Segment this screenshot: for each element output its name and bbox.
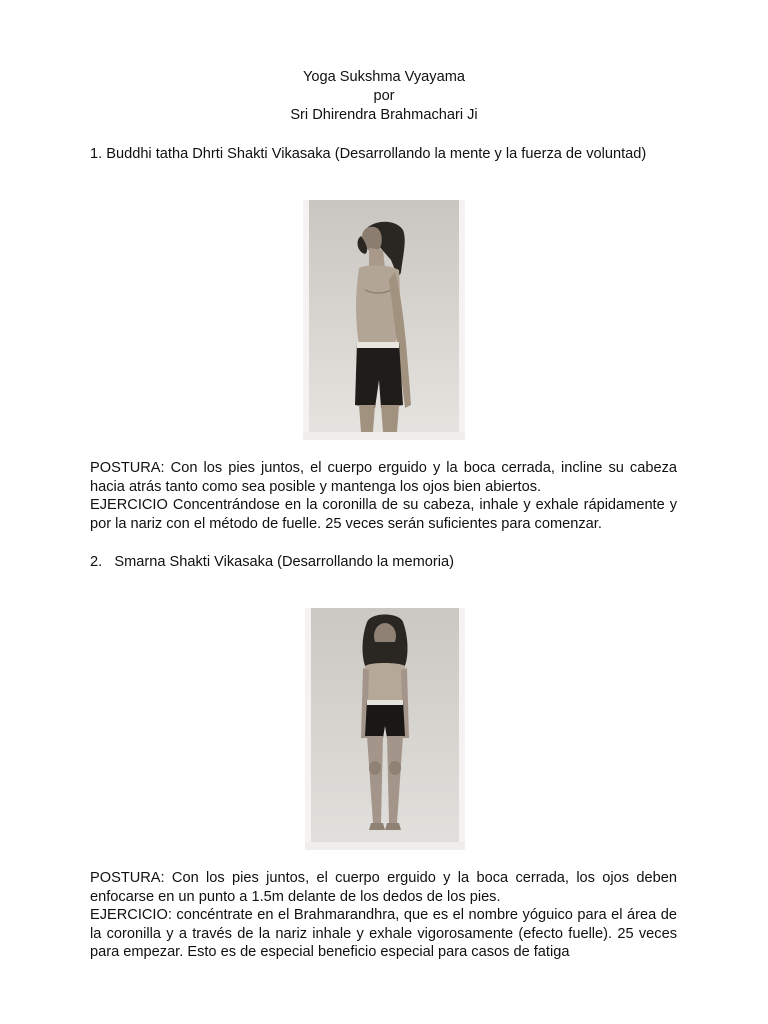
title-line-2: por xyxy=(373,88,395,104)
section-2-number: 2. xyxy=(90,554,103,570)
title-line-3: Sri Dhirendra Brahmachari Ji xyxy=(290,107,478,123)
section-2-heading xyxy=(90,553,454,572)
section-1-postura: POSTURA: Con los pies juntos, el cuerpo erguido y la boca cerrada, incline su cabeza hacia atrás tanto como sea posible y mantenga los ojos bien abiertos. xyxy=(90,460,677,495)
title-line-1: Yoga Sukshma Vyayama xyxy=(303,69,465,85)
section-2-photo xyxy=(305,608,465,850)
section-2-text xyxy=(90,869,677,962)
section-1-number: 1. xyxy=(90,146,103,162)
section-1-title: Buddhi tatha Dhrti Shakti Vikasaka (Desarrollando la mente y la fuerza de voluntad) xyxy=(106,146,647,162)
section-2-postura: POSTURA: Con los pies juntos, el cuerpo erguido y la boca cerrada, los ojos deben enfocarse en un punto a 1.5m delante de los dedos de los pies. xyxy=(90,870,677,905)
section-1-photo xyxy=(303,200,465,440)
section-1-heading xyxy=(90,145,646,164)
section-1-ejercicio: EJERCICIO Concentrándose en la coronilla de su cabeza, inhale y exhale rápidamente y por la nariz con el método de fuelle. 25 veces serán suficientes para comenzar. xyxy=(90,497,677,532)
section-2-ejercicio: EJERCICIO: concéntrate en el Brahmarandhra, que es el nombre yóguico para el área de la coronilla y a través de la nariz inhale y exhale vigorosamente (efecto fuelle). 25 veces para empezar. Esto es de especial beneficio especial para casos de fatiga xyxy=(90,907,677,961)
document-title xyxy=(0,68,768,125)
section-1-text xyxy=(90,459,677,533)
section-2-title: Smarna Shakti Vikasaka (Desarrollando la memoria) xyxy=(114,554,454,570)
